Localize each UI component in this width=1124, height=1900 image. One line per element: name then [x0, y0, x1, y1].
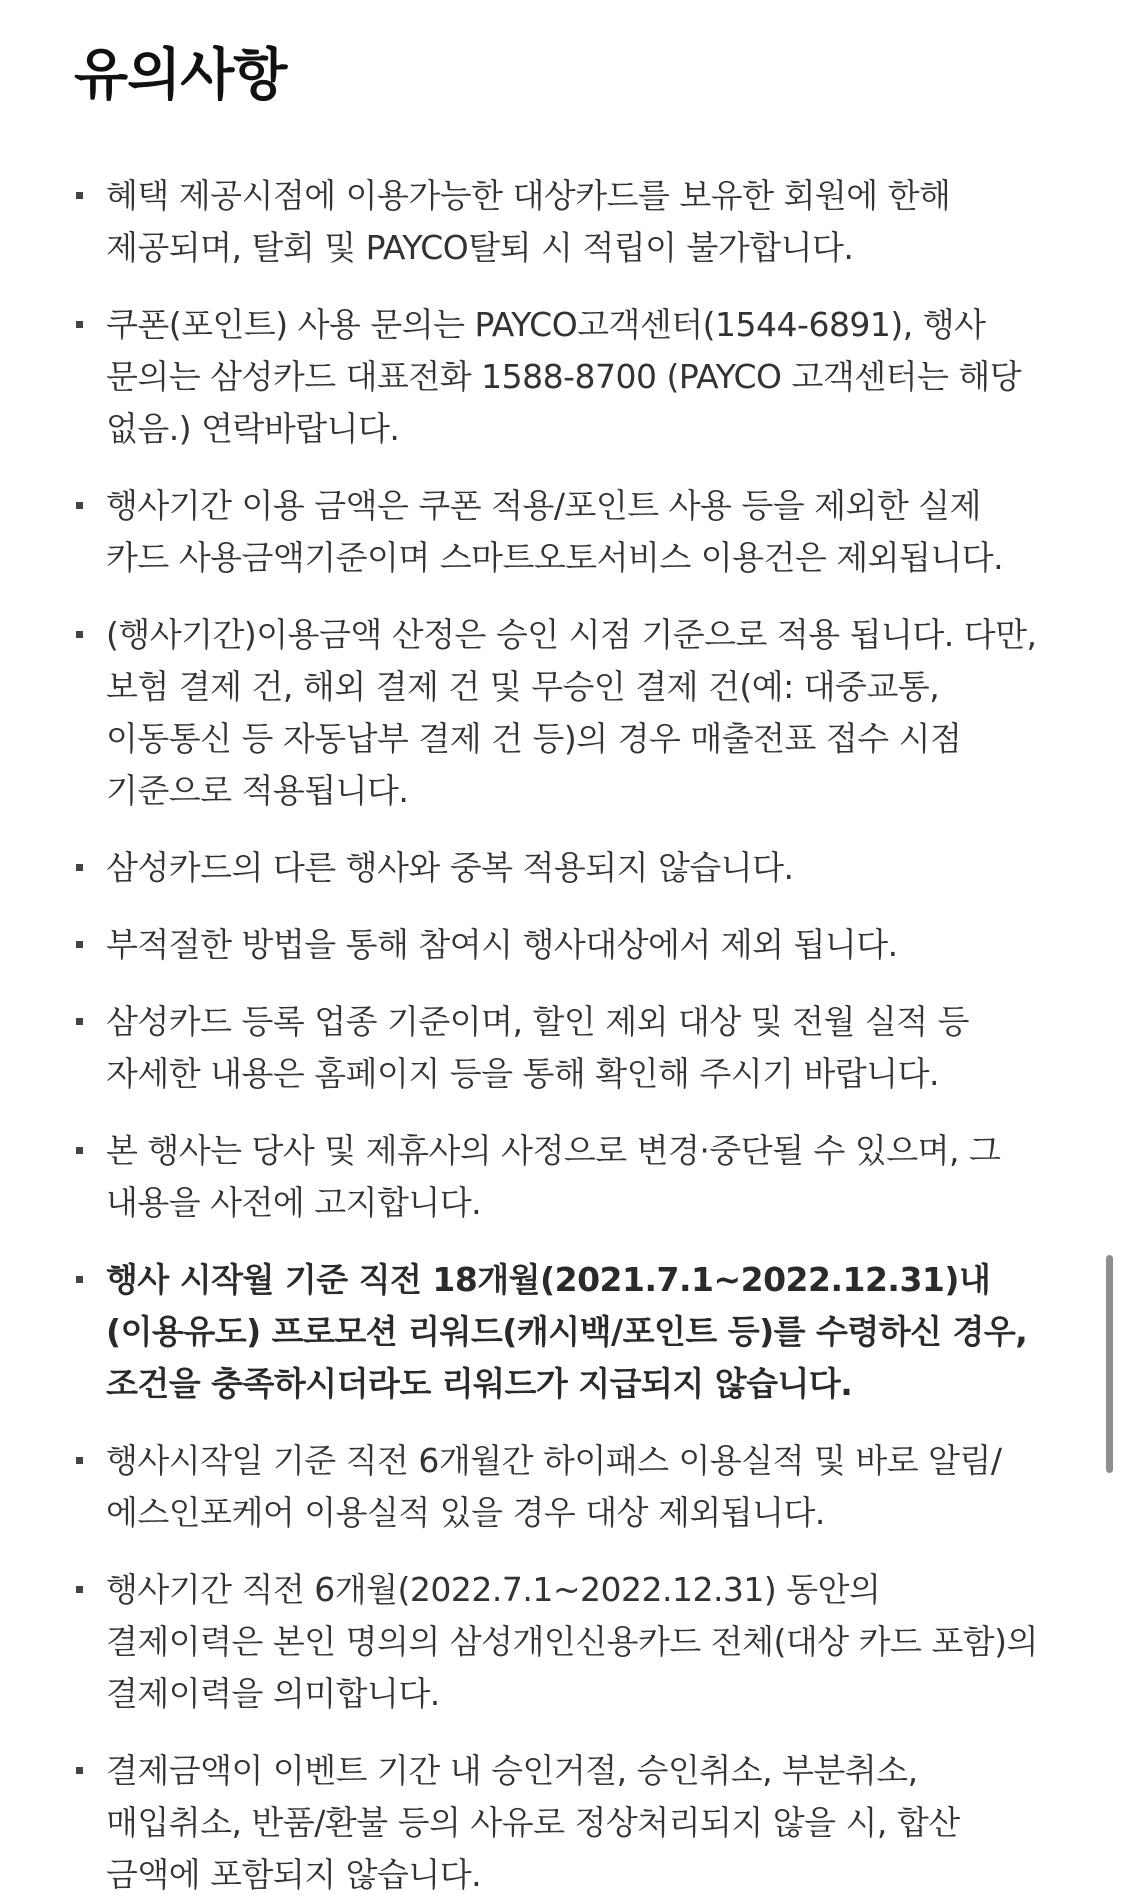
bullet-icon [76, 1457, 83, 1464]
notice-item-highlight [74, 1254, 1044, 1410]
bullet-icon [76, 502, 83, 509]
bullet-icon [76, 941, 83, 948]
notice-text: 본 행사는 당사 및 제휴사의 사정으로 변경·중단될 수 있으며, 그 내용을 사전에 고지합니다. [106, 1131, 1001, 1222]
notice-text: 행사 시작월 기준 직전 18개월(2021.7.1~2022.12.31)내 (이용유도) 프로모션 리워드(캐시백/포인트 등)를 수령하신 경우, 조건을 충족하시더라도 리워드가 지급되지 않습니다. [106, 1260, 1028, 1403]
notice-text: 삼성카드 등록 업종 기준이며, 할인 제외 대상 및 전월 실적 등 자세한 내용은 홈페이지 등을 통해 확인해 주시기 바랍니다. [106, 1002, 969, 1093]
notice-item [74, 1435, 1044, 1539]
notice-text: 쿠폰(포인트) 사용 문의는 PAYCO고객센터(1544-6891), 행사 문의는 삼성카드 대표전화 1588-8700 (PAYCO 고객센터는 해당 없음.) 연락바랍니다. [106, 305, 1022, 448]
notice-text: 결제금액이 이벤트 기간 내 승인거절, 승인취소, 부분취소, 매입취소, 반품/환불 등의 사유로 정상처리되지 않을 시, 합산 금액에 포함되지 않습니다. [106, 1751, 960, 1894]
notice-text: 삼성카드의 다른 행사와 중복 적용되지 않습니다. [106, 848, 794, 887]
notice-item [74, 1125, 1044, 1229]
notice-item [74, 170, 1044, 274]
notice-list [74, 170, 1044, 1900]
bullet-icon [76, 1586, 83, 1593]
notice-item [74, 842, 1044, 894]
notice-item [74, 609, 1044, 817]
notice-item [74, 1564, 1044, 1720]
bullet-icon [76, 1767, 83, 1774]
bullet-icon [76, 864, 83, 871]
notice-text: 혜택 제공시점에 이용가능한 대상카드를 보유한 회원에 한해 제공되며, 탈회 및 PAYCO탈퇴 시 적립이 불가합니다. [106, 176, 951, 267]
bullet-icon [76, 1018, 83, 1025]
notice-item [74, 299, 1044, 455]
notice-text: 행사기간 이용 금액은 쿠폰 적용/포인트 사용 등을 제외한 실제 카드 사용금액기준이며 스마트오토서비스 이용건은 제외됩니다. [106, 486, 1004, 577]
bullet-icon [76, 1276, 83, 1283]
scrollbar-thumb[interactable] [1106, 1255, 1113, 1473]
notice-item [74, 480, 1044, 584]
notice-item [74, 1745, 1044, 1900]
notice-item [74, 919, 1044, 971]
bullet-icon [76, 321, 83, 328]
bullet-icon [76, 192, 83, 199]
notice-text: 부적절한 방법을 통해 참여시 행사대상에서 제외 됩니다. [106, 925, 898, 964]
bullet-icon [76, 631, 83, 638]
notice-text: (행사기간)이용금액 산정은 승인 시점 기준으로 적용 됩니다. 다만, 보험 결제 건, 해외 결제 건 및 무승인 결제 건(예: 대중교통, 이동통신 등 자동납부 결제 건 등)의 경우 매출전표 접수 시점 기준으로 적용됩니다. [106, 615, 1037, 810]
notice-item [74, 996, 1044, 1100]
notice-text: 행사기간 직전 6개월(2022.7.1~2022.12.31) 동안의 결제이력은 본인 명의의 삼성개인신용카드 전체(대상 카드 포함)의 결제이력을 의미합니다. [106, 1570, 1038, 1713]
bullet-icon [76, 1147, 83, 1154]
notice-text: 행사시작일 기준 직전 6개월간 하이패스 이용실적 및 바로 알림/에스인포케어 이용실적 있을 경우 대상 제외됩니다. [106, 1441, 1002, 1532]
page-title: 유의사항 [74, 43, 287, 108]
